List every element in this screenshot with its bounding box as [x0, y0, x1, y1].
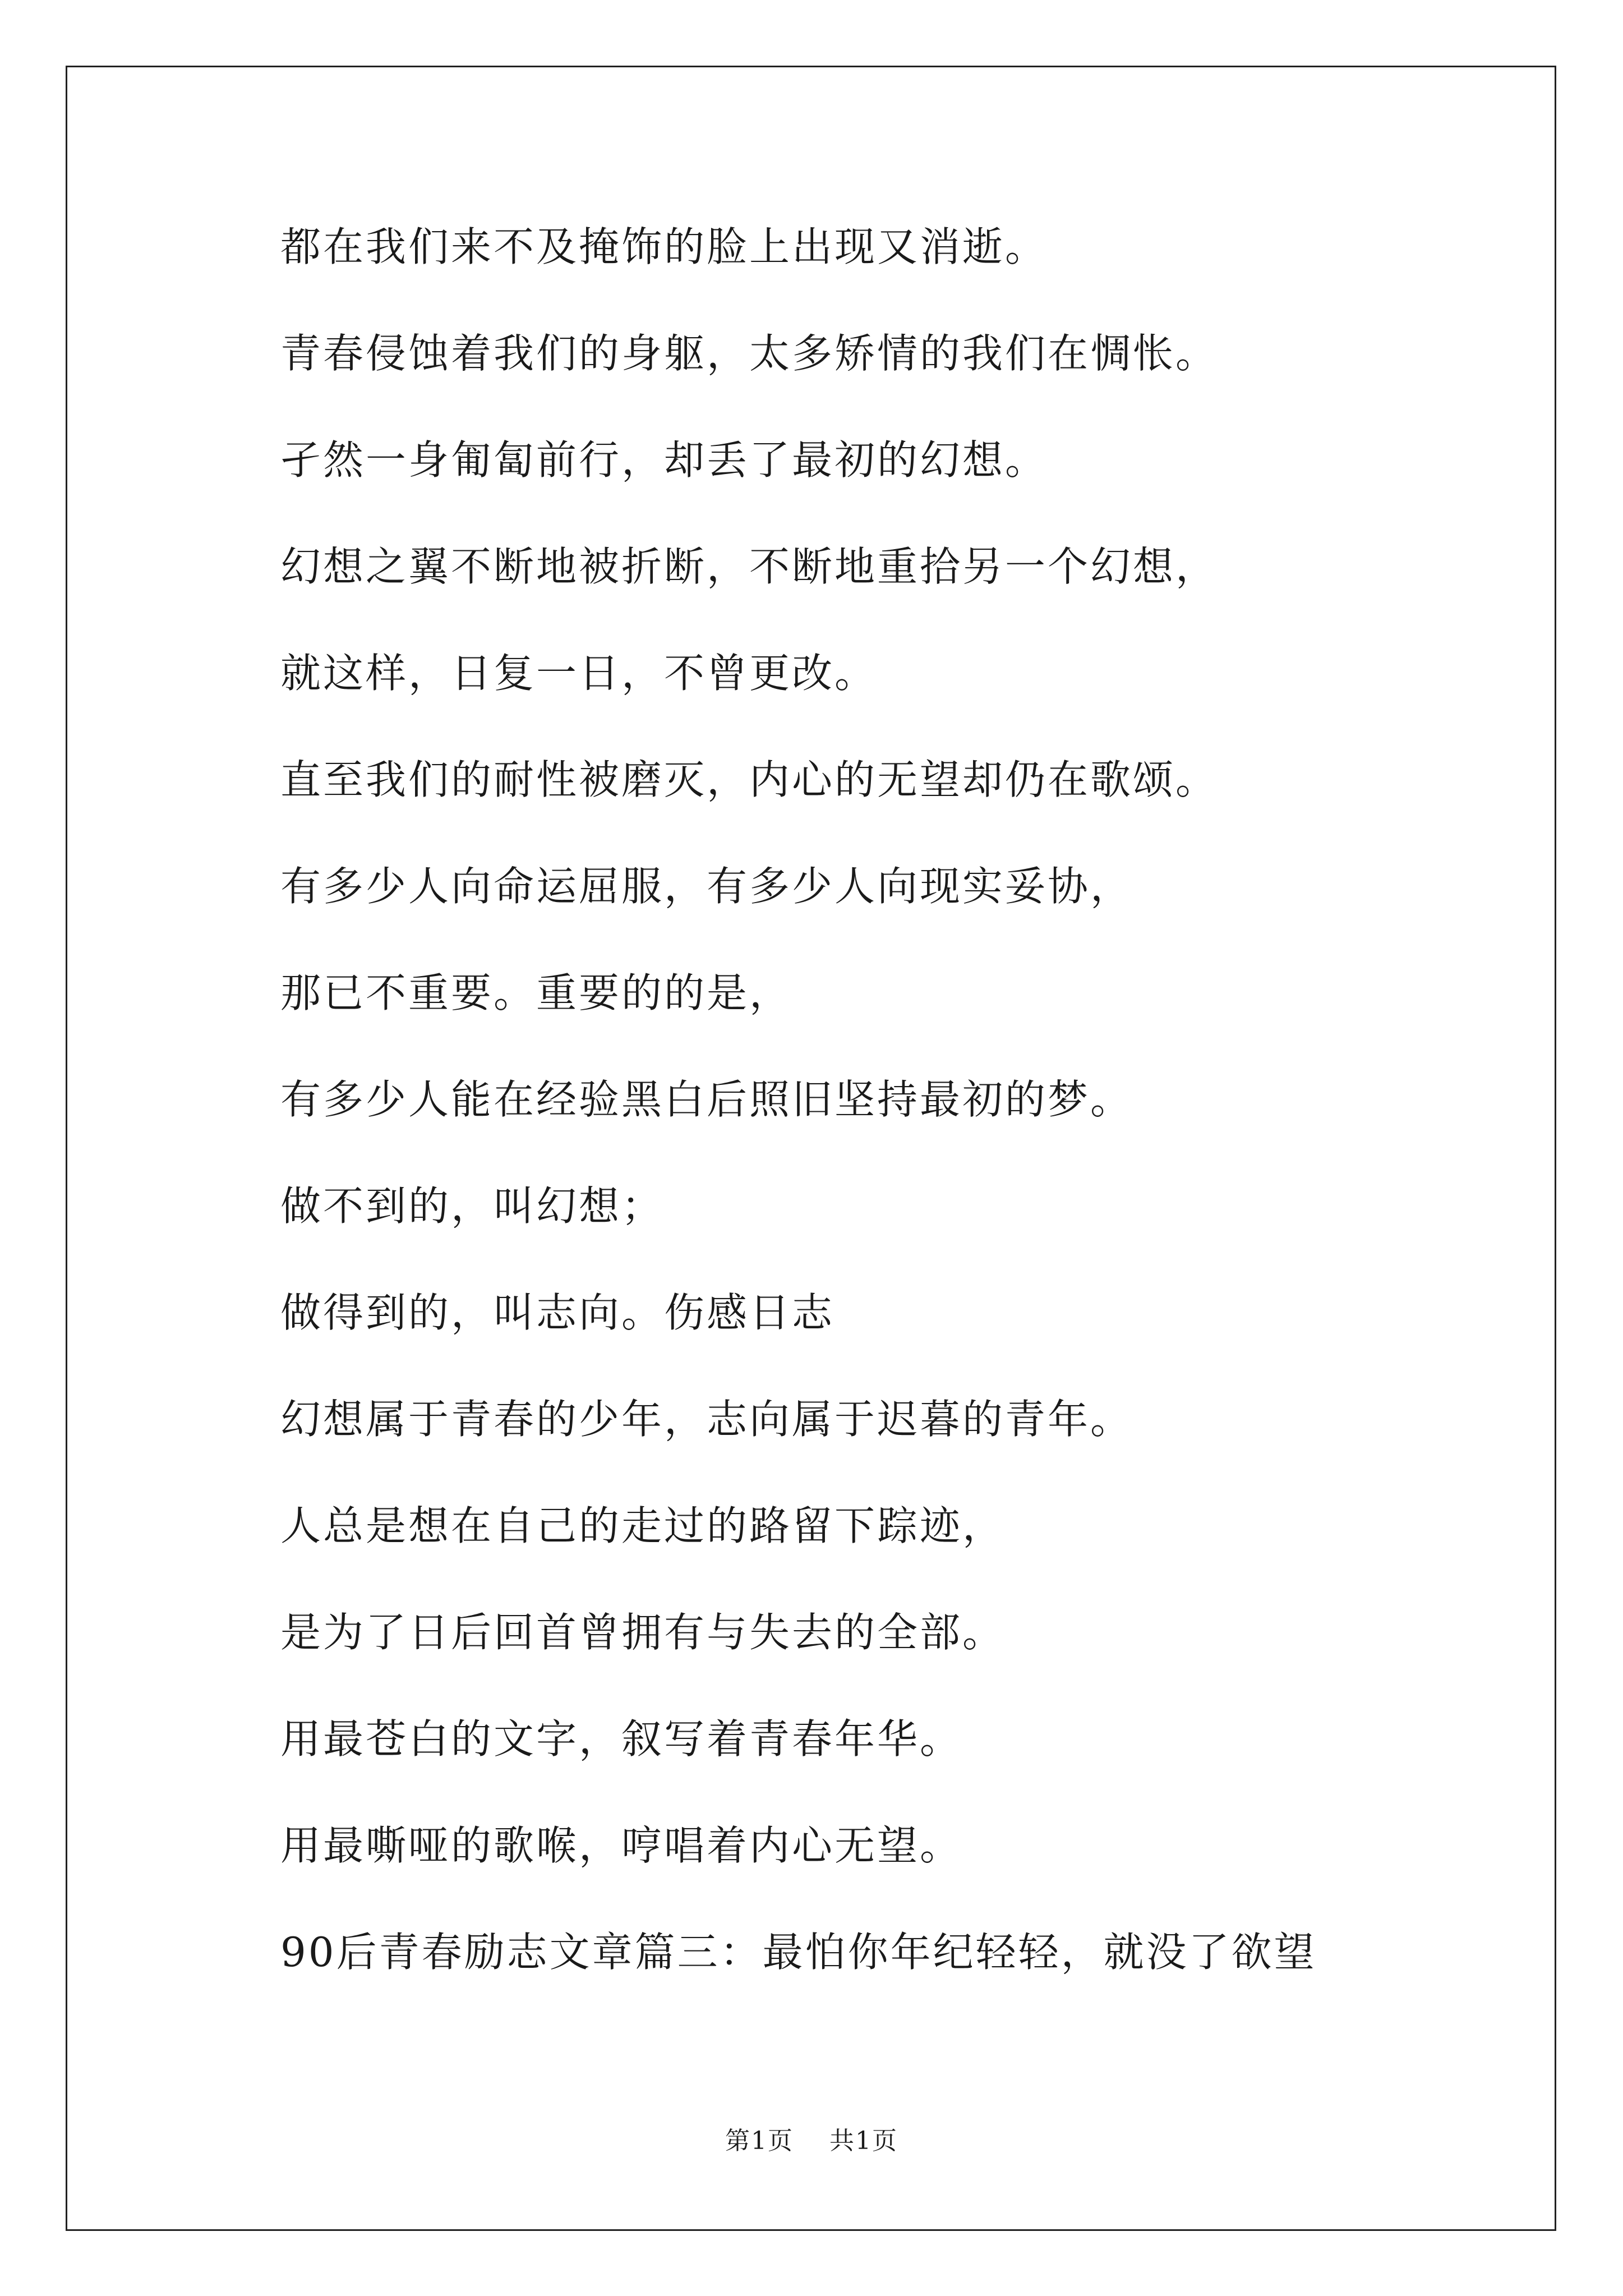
- document-body: [280, 219, 1503, 2031]
- text-line: 用最苍白的文字，叙写着青春年华。: [280, 1715, 963, 1763]
- text-line: 做不到的，叫幻想；: [280, 1182, 665, 1230]
- page-number-current: 第1页: [725, 2127, 794, 2155]
- text-line: 是为了日后回首曾拥有与失去的全部。: [280, 1609, 1006, 1656]
- text-line: 人总是想在自己的走过的路留下踪迹，: [280, 1502, 1006, 1549]
- text-line: 幻想之翼不断地被折断，不断地重拾另一个幻想，: [280, 543, 1219, 590]
- page-footer: [0, 2120, 1623, 2156]
- text-line: 就这样，日复一日，不曾更改。: [280, 650, 878, 697]
- text-line: 孑然一身匍匐前行，却丢了最初的幻想。: [280, 436, 1048, 484]
- text-line: 那已不重要。重要的的是，: [280, 969, 792, 1016]
- text-line: 幻想属于青春的少年，志向属于迟暮的青年。: [280, 1396, 1133, 1443]
- text-line: 做得到的，叫志向。伤感日志: [280, 1289, 835, 1336]
- text-line: 青春侵蚀着我们的身躯，太多矫情的我们在惆怅。: [280, 330, 1219, 377]
- text-line: 直至我们的耐性被磨灭，内心的无望却仍在歌颂。: [280, 756, 1219, 803]
- text-line: 都在我们来不及掩饰的脸上出现又消逝。: [280, 223, 1048, 270]
- text-line: 用最嘶哑的歌喉，哼唱着内心无望。: [280, 1822, 963, 1869]
- section-heading-line: 90后青春励志文章篇三：最怕你年纪轻轻，就没了欲望: [280, 1929, 1317, 1976]
- text-line: 有多少人向命运屈服，有多少人向现实妥协，: [280, 863, 1133, 910]
- page-number-total: 共1页: [829, 2127, 898, 2155]
- text-line: 有多少人能在经验黑白后照旧坚持最初的梦。: [280, 1076, 1133, 1123]
